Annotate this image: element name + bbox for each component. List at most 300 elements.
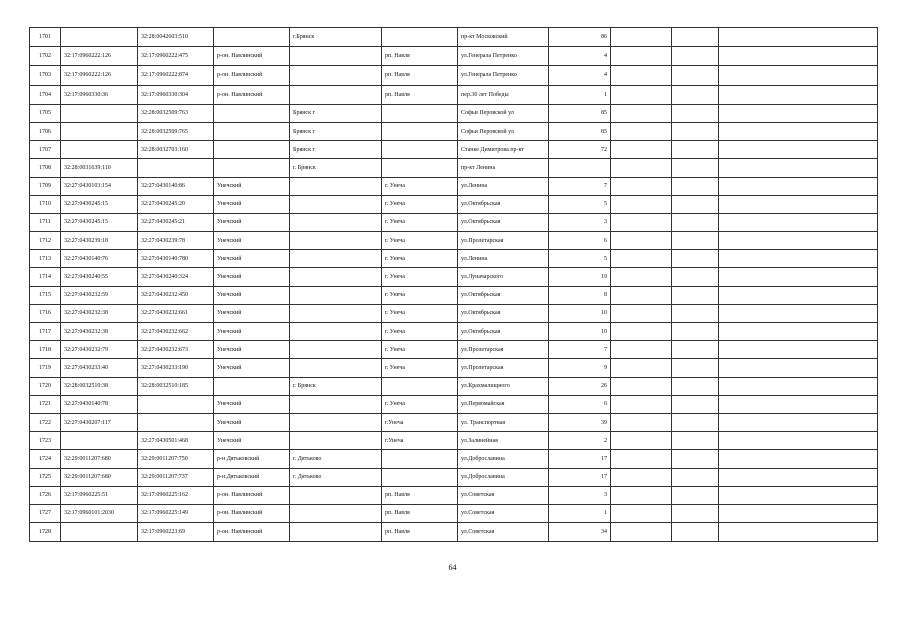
cell-row-number: 1705 [30, 104, 61, 122]
cell-extra-2 [672, 359, 719, 377]
cell-district: Унечский [214, 341, 290, 359]
cell-old-cadastral-number: 32:27:0430240:55 [61, 268, 138, 286]
cell-old-cadastral-number [61, 104, 138, 122]
cell-cadastral-number: 32:17:0960222:475 [138, 47, 214, 66]
cell-city [290, 359, 382, 377]
cell-extra-2 [672, 85, 719, 104]
cell-row-number: 1721 [30, 395, 61, 413]
table-row [30, 141, 878, 159]
cell-city: Брянск г [290, 122, 382, 140]
cell-extra-3 [719, 304, 878, 322]
cell-street: ул.Залинейная [458, 432, 549, 450]
cell-street: ул.Пролетарская [458, 341, 549, 359]
cell-old-cadastral-number: 32:27:0430232:38 [61, 323, 138, 341]
cell-district: р-он. Навлинский [214, 47, 290, 66]
cell-settlement: г. Унеча [382, 341, 458, 359]
cell-row-number: 1725 [30, 468, 61, 486]
cell-row-number: 1724 [30, 450, 61, 468]
cell-street: ул.Генерала Петренко [458, 66, 549, 85]
cell-street: ул.Ленина [458, 177, 549, 195]
cell-district: р-н.Дятьковский [214, 468, 290, 486]
cell-city: г. Брянск [290, 377, 382, 395]
cell-extra-2 [672, 523, 719, 542]
cell-extra-2 [672, 213, 719, 231]
table-body [30, 28, 878, 542]
cell-extra-1 [611, 432, 672, 450]
cell-settlement: г. Унеча [382, 395, 458, 413]
cell-cadastral-number: 32:27:0430245:20 [138, 195, 214, 213]
cell-settlement: рп. Навля [382, 523, 458, 542]
cell-extra-2 [672, 177, 719, 195]
cell-district: Унечский [214, 395, 290, 413]
cell-extra-1 [611, 268, 672, 286]
cell-extra-2 [672, 159, 719, 177]
cell-extra-1 [611, 395, 672, 413]
cell-street: Станке Димитрова пр-кт [458, 141, 549, 159]
cell-city [290, 432, 382, 450]
cell-old-cadastral-number: 32:27:0430232:59 [61, 286, 138, 304]
cell-house-number: 26 [549, 377, 611, 395]
cell-row-number: 1714 [30, 268, 61, 286]
cell-district [214, 141, 290, 159]
cell-extra-1 [611, 195, 672, 213]
cell-extra-1 [611, 232, 672, 250]
cell-extra-2 [672, 47, 719, 66]
cell-cadastral-number: 32:28:0032509:765 [138, 122, 214, 140]
cell-cadastral-number: 32:17:0960330:304 [138, 85, 214, 104]
cell-extra-3 [719, 504, 878, 522]
cell-row-number: 1708 [30, 159, 61, 177]
cell-street: ул.Советская [458, 523, 549, 542]
table-row [30, 195, 878, 213]
cell-extra-1 [611, 323, 672, 341]
cell-city [290, 268, 382, 286]
cell-row-number: 1711 [30, 213, 61, 231]
cell-row-number: 1715 [30, 286, 61, 304]
cell-street: ул.Пролетарская [458, 359, 549, 377]
table-row [30, 432, 878, 450]
cell-settlement: г. Унеча [382, 195, 458, 213]
cell-extra-1 [611, 85, 672, 104]
cell-house-number: 2 [549, 432, 611, 450]
cell-street: Софьи Перовской ул [458, 122, 549, 140]
cell-settlement: г. Унеча [382, 213, 458, 231]
cell-street: ул.Генерала Петренко [458, 47, 549, 66]
cell-house-number: 6 [549, 395, 611, 413]
cell-house-number: 1 [549, 85, 611, 104]
cell-extra-3 [719, 141, 878, 159]
cell-settlement [382, 104, 458, 122]
cell-extra-3 [719, 432, 878, 450]
cell-extra-2 [672, 468, 719, 486]
cell-house-number: 3 [549, 486, 611, 504]
cell-extra-3 [719, 341, 878, 359]
cell-extra-2 [672, 395, 719, 413]
cell-extra-3 [719, 395, 878, 413]
cell-cadastral-number [138, 159, 214, 177]
cell-cadastral-number: 32:17:0960223:69 [138, 523, 214, 542]
cell-extra-1 [611, 504, 672, 522]
cell-settlement: г. Унеча [382, 232, 458, 250]
cell-city [290, 232, 382, 250]
cell-cadastral-number: 32:29:0011207:737 [138, 468, 214, 486]
cell-row-number: 1722 [30, 413, 61, 431]
table-row [30, 341, 878, 359]
cell-settlement [382, 141, 458, 159]
cell-street: пер.30 лет Победы [458, 85, 549, 104]
cell-extra-2 [672, 504, 719, 522]
cell-district: Унечский [214, 413, 290, 431]
cell-extra-1 [611, 250, 672, 268]
cell-house-number: 10 [549, 323, 611, 341]
cell-extra-1 [611, 359, 672, 377]
cell-house-number: 1 [549, 504, 611, 522]
cell-extra-3 [719, 268, 878, 286]
cell-extra-2 [672, 28, 719, 47]
cell-old-cadastral-number: 32:27:0430140:78 [61, 395, 138, 413]
cell-city [290, 66, 382, 85]
cell-old-cadastral-number: 32:28:0031639:110 [61, 159, 138, 177]
cell-settlement: рп. Навля [382, 504, 458, 522]
cell-row-number: 1713 [30, 250, 61, 268]
cell-old-cadastral-number [61, 432, 138, 450]
cell-old-cadastral-number: 32:29:0011207:680 [61, 468, 138, 486]
cell-city [290, 195, 382, 213]
cell-extra-2 [672, 250, 719, 268]
cell-settlement: г. Унеча [382, 268, 458, 286]
cell-street: ул.Октябрьская [458, 195, 549, 213]
cell-row-number: 1717 [30, 323, 61, 341]
cell-street: ул.Советская [458, 486, 549, 504]
cell-settlement: рп. Навля [382, 66, 458, 85]
table-row [30, 323, 878, 341]
table-row [30, 523, 878, 542]
cell-row-number: 1728 [30, 523, 61, 542]
table-row [30, 159, 878, 177]
cell-district: Унечский [214, 268, 290, 286]
cell-old-cadastral-number: 32:17:0960330:36 [61, 85, 138, 104]
cell-extra-1 [611, 122, 672, 140]
cell-extra-2 [672, 268, 719, 286]
cell-district: Унечский [214, 432, 290, 450]
cell-extra-1 [611, 141, 672, 159]
cell-cadastral-number: 32:27:0430239:78 [138, 232, 214, 250]
cell-extra-1 [611, 341, 672, 359]
cell-extra-2 [672, 323, 719, 341]
cell-street: ул.Крахмалищного [458, 377, 549, 395]
page-number: 64 [448, 563, 457, 572]
cell-old-cadastral-number: 32:27:0430245:15 [61, 213, 138, 231]
cell-extra-3 [719, 359, 878, 377]
table-row [30, 395, 878, 413]
cell-extra-3 [719, 486, 878, 504]
cell-district: Унечский [214, 286, 290, 304]
cell-old-cadastral-number: 32:28:0032510:38 [61, 377, 138, 395]
cell-city [290, 47, 382, 66]
cell-house-number: 85 [549, 122, 611, 140]
cell-city [290, 504, 382, 522]
cell-extra-1 [611, 159, 672, 177]
cell-row-number: 1709 [30, 177, 61, 195]
cell-district: Унечский [214, 250, 290, 268]
table-row [30, 47, 878, 66]
cell-street: ул.Доброславина [458, 450, 549, 468]
cell-row-number: 1727 [30, 504, 61, 522]
table-row [30, 450, 878, 468]
table-row [30, 468, 878, 486]
cell-district: Унечский [214, 304, 290, 322]
cell-district: р-он. Навлинский [214, 66, 290, 85]
cell-settlement: г.Унеча [382, 413, 458, 431]
cell-street: ул.Октябрьская [458, 286, 549, 304]
table-row [30, 268, 878, 286]
cell-cadastral-number: 32:28:0032509:763 [138, 104, 214, 122]
cell-house-number: 10 [549, 304, 611, 322]
cell-city [290, 213, 382, 231]
table-row [30, 413, 878, 431]
cell-old-cadastral-number: 32:17:0960225:51 [61, 486, 138, 504]
cell-old-cadastral-number: 32:17:0960222:126 [61, 66, 138, 85]
cell-extra-3 [719, 177, 878, 195]
cell-street: ул.Октябрьская [458, 304, 549, 322]
cell-city: г. Дятьково [290, 468, 382, 486]
cell-cadastral-number: 32:27:0430501:468 [138, 432, 214, 450]
cell-street: ул.Доброславина [458, 468, 549, 486]
cell-old-cadastral-number: 32:27:0430239:18 [61, 232, 138, 250]
cell-city [290, 177, 382, 195]
cell-city [290, 523, 382, 542]
cell-extra-1 [611, 66, 672, 85]
cell-house-number: 17 [549, 450, 611, 468]
cell-settlement: рп. Навля [382, 486, 458, 504]
cell-settlement: г.Унеча [382, 432, 458, 450]
cell-old-cadastral-number: 32:27:0430232:38 [61, 304, 138, 322]
cell-extra-2 [672, 104, 719, 122]
cell-extra-1 [611, 450, 672, 468]
cell-old-cadastral-number: 32:17:0960222:126 [61, 47, 138, 66]
cell-settlement: рп. Навля [382, 47, 458, 66]
cell-district: р-он. Навлинский [214, 85, 290, 104]
cell-settlement: г. Унеча [382, 250, 458, 268]
cell-district [214, 159, 290, 177]
cell-city: Брянск г [290, 141, 382, 159]
cell-cadastral-number: 32:17:0960225:149 [138, 504, 214, 522]
cell-extra-1 [611, 486, 672, 504]
cell-city [290, 395, 382, 413]
cell-house-number: 72 [549, 141, 611, 159]
cell-extra-1 [611, 523, 672, 542]
registry-sheet [29, 27, 877, 542]
cell-extra-3 [719, 523, 878, 542]
cell-extra-2 [672, 195, 719, 213]
cell-settlement [382, 159, 458, 177]
cell-cadastral-number: 32:27:0430232:673 [138, 341, 214, 359]
table-row [30, 28, 878, 47]
cell-cadastral-number: 32:27:0430140:780 [138, 250, 214, 268]
cell-extra-1 [611, 304, 672, 322]
cell-old-cadastral-number [61, 122, 138, 140]
cell-cadastral-number: 32:17:0960225:162 [138, 486, 214, 504]
cell-extra-3 [719, 213, 878, 231]
cell-street: пр-кт Ленина [458, 159, 549, 177]
cell-cadastral-number [138, 395, 214, 413]
cell-cadastral-number: 32:28:0032510:185 [138, 377, 214, 395]
cell-district: Унечский [214, 177, 290, 195]
cell-district: р-он. Навлинский [214, 486, 290, 504]
cell-street: ул.Первомайская [458, 395, 549, 413]
cell-cadastral-number: 32:27:0430232:662 [138, 323, 214, 341]
cell-cadastral-number [138, 413, 214, 431]
table-row [30, 66, 878, 85]
cell-city [290, 304, 382, 322]
cell-settlement: г. Унеча [382, 177, 458, 195]
cell-extra-2 [672, 377, 719, 395]
cell-old-cadastral-number [61, 523, 138, 542]
table-row [30, 304, 878, 322]
cell-extra-2 [672, 286, 719, 304]
cell-row-number: 1707 [30, 141, 61, 159]
cell-street: Софьи Перовской ул [458, 104, 549, 122]
cell-cadastral-number: 32:29:0011207:750 [138, 450, 214, 468]
registry-table [29, 27, 878, 542]
cell-settlement [382, 377, 458, 395]
cell-row-number: 1703 [30, 66, 61, 85]
cell-extra-3 [719, 450, 878, 468]
cell-cadastral-number: 32:27:0430232:661 [138, 304, 214, 322]
cell-row-number: 1702 [30, 47, 61, 66]
cell-extra-2 [672, 450, 719, 468]
cell-old-cadastral-number [61, 28, 138, 47]
cell-extra-3 [719, 323, 878, 341]
cell-city: г. Брянск [290, 159, 382, 177]
cell-street: ул.Октябрьская [458, 213, 549, 231]
cell-settlement [382, 28, 458, 47]
cell-cadastral-number: 32:27:0430233:190 [138, 359, 214, 377]
table-row [30, 122, 878, 140]
cell-street: ул.Луначарского [458, 268, 549, 286]
cell-city [290, 323, 382, 341]
cell-cadastral-number: 32:17:0960222:874 [138, 66, 214, 85]
cell-extra-3 [719, 85, 878, 104]
cell-row-number: 1712 [30, 232, 61, 250]
cell-city [290, 286, 382, 304]
cell-extra-3 [719, 286, 878, 304]
cell-house-number: 19 [549, 268, 611, 286]
cell-district: р-он. Навлинский [214, 523, 290, 542]
cell-house-number: 4 [549, 66, 611, 85]
table-row [30, 486, 878, 504]
cell-settlement [382, 122, 458, 140]
cell-extra-1 [611, 413, 672, 431]
cell-cadastral-number: 32:28:0032703:160 [138, 141, 214, 159]
cell-extra-3 [719, 47, 878, 66]
cell-cadastral-number: 32:27:0430232:450 [138, 286, 214, 304]
cell-extra-1 [611, 47, 672, 66]
cell-settlement: г. Унеча [382, 286, 458, 304]
cell-extra-3 [719, 28, 878, 47]
cell-old-cadastral-number: 32:27:0430245:15 [61, 195, 138, 213]
cell-extra-2 [672, 232, 719, 250]
cell-district [214, 122, 290, 140]
cell-old-cadastral-number: 32:27:0430232:79 [61, 341, 138, 359]
cell-house-number: 34 [549, 523, 611, 542]
cell-extra-1 [611, 377, 672, 395]
cell-old-cadastral-number: 32:27:0430233:40 [61, 359, 138, 377]
cell-settlement [382, 468, 458, 486]
cell-house-number: 8 [549, 286, 611, 304]
cell-district: р-н Дятьковский [214, 450, 290, 468]
cell-extra-3 [719, 159, 878, 177]
cell-old-cadastral-number: 32:17:0960101:2030 [61, 504, 138, 522]
cell-district: р-он. Навлинский [214, 504, 290, 522]
cell-row-number: 1719 [30, 359, 61, 377]
cell-extra-2 [672, 141, 719, 159]
cell-extra-3 [719, 232, 878, 250]
cell-settlement [382, 450, 458, 468]
cell-house-number: 5 [549, 250, 611, 268]
cell-house-number: 9 [549, 359, 611, 377]
cell-district: Унечский [214, 232, 290, 250]
cell-old-cadastral-number: 32:27:0430207:117 [61, 413, 138, 431]
cell-extra-1 [611, 213, 672, 231]
cell-house-number: 7 [549, 177, 611, 195]
cell-city [290, 85, 382, 104]
cell-extra-1 [611, 286, 672, 304]
cell-extra-1 [611, 177, 672, 195]
cell-house-number: 17 [549, 468, 611, 486]
table-row [30, 359, 878, 377]
cell-settlement: г. Унеча [382, 323, 458, 341]
cell-house-number: 4 [549, 47, 611, 66]
cell-street: ул. Транспортная [458, 413, 549, 431]
cell-house-number: 6 [549, 232, 611, 250]
cell-extra-2 [672, 413, 719, 431]
cell-street: пр-кт Московский [458, 28, 549, 47]
cell-cadastral-number: 32:28:0042603:510 [138, 28, 214, 47]
cell-street: ул.Пролетарская [458, 232, 549, 250]
cell-settlement: рп. Навля [382, 85, 458, 104]
cell-extra-2 [672, 341, 719, 359]
table-row [30, 504, 878, 522]
cell-old-cadastral-number: 32:27:0430103:154 [61, 177, 138, 195]
cell-house-number [549, 159, 611, 177]
cell-street: ул.Ленина [458, 250, 549, 268]
cell-extra-3 [719, 250, 878, 268]
cell-row-number: 1706 [30, 122, 61, 140]
cell-settlement: г. Унеча [382, 359, 458, 377]
cell-extra-3 [719, 104, 878, 122]
cell-district: Унечский [214, 359, 290, 377]
cell-city: г. Дятьково [290, 450, 382, 468]
cell-district: Унечский [214, 323, 290, 341]
cell-city: Брянск г [290, 104, 382, 122]
cell-old-cadastral-number [61, 141, 138, 159]
cell-house-number: 5 [549, 195, 611, 213]
cell-extra-2 [672, 486, 719, 504]
cell-city [290, 486, 382, 504]
cell-house-number: 85 [549, 104, 611, 122]
cell-settlement: г. Унеча [382, 304, 458, 322]
cell-cadastral-number: 32:27:0430140:86 [138, 177, 214, 195]
cell-house-number: 39 [549, 413, 611, 431]
cell-district: Унечский [214, 195, 290, 213]
cell-extra-1 [611, 468, 672, 486]
cell-city: г.Брянск [290, 28, 382, 47]
cell-cadastral-number: 32:27:0430245:21 [138, 213, 214, 231]
cell-house-number: 86 [549, 28, 611, 47]
cell-house-number: 7 [549, 341, 611, 359]
cell-row-number: 1720 [30, 377, 61, 395]
